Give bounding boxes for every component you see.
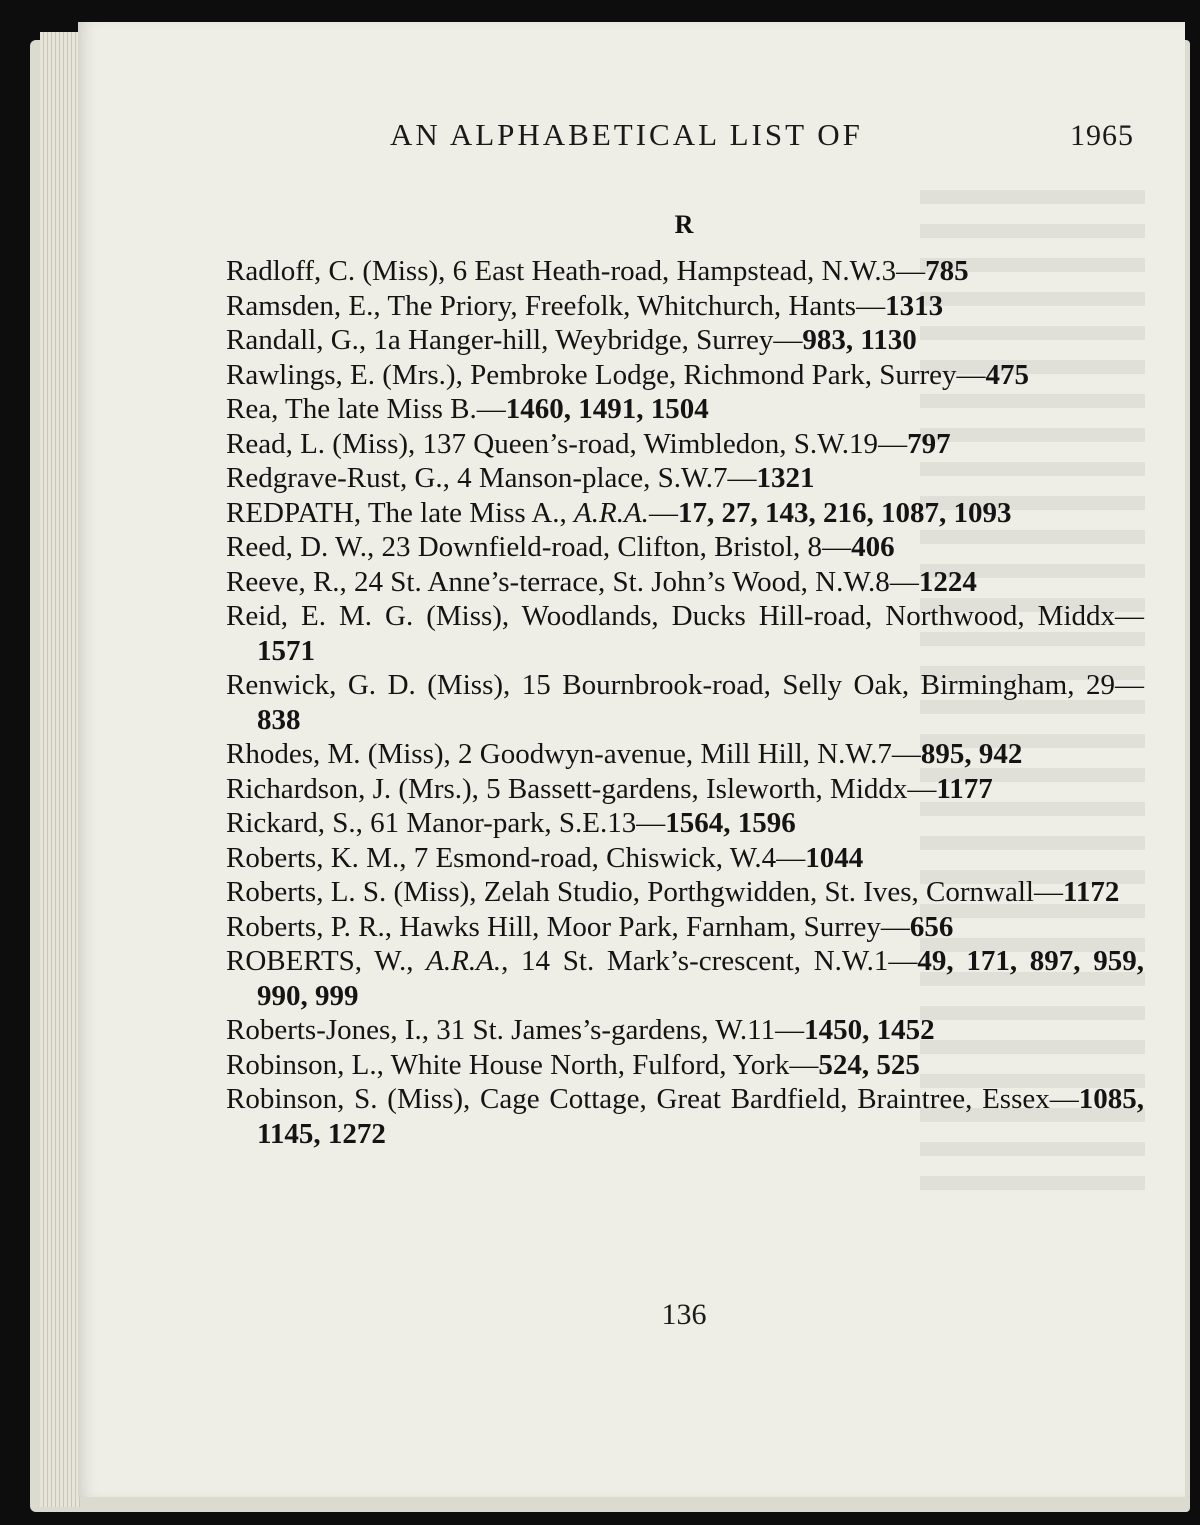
list-item: ROBERTS, W., A.R.A., 14 St. Mark’s-crescent, N.W.1—49, 171, 897, 959, 990, 999 xyxy=(226,945,1144,1012)
list-item: REDPATH, The late Miss A., A.R.A.—17, 27, 143, 216, 1087, 1093 xyxy=(226,496,1012,529)
list-item: Richardson, J. (Mrs.), 5 Bassett-gardens, Isleworth, Middx—1177 xyxy=(226,772,993,805)
entry-catalogue-numbers: 785 xyxy=(925,255,969,287)
entry-name: Rea, The late Miss B. xyxy=(226,393,477,425)
list-item: Roberts, K. M., 7 Esmond-road, Chiswick, W.4—1044 xyxy=(226,841,864,874)
entry-catalogue-numbers: 656 xyxy=(909,910,954,943)
entry-name: REDPATH, The late Miss A., xyxy=(226,496,567,529)
section-letter: R xyxy=(674,210,694,239)
entry-name: Rickard, S., 61 Manor-park, S.E.13 xyxy=(226,807,637,839)
entry-name: Radloff, C. (Miss), 6 East Heath-road, Hampstead, N.W.3 xyxy=(226,255,897,287)
entry-catalogue-numbers: 1177 xyxy=(936,772,993,805)
entry-name: Ramsden, E., The Priory, Freefolk, Whitchurch, Hants xyxy=(226,289,857,322)
list-item: Reeve, R., 24 St. Anne’s-terrace, St. John’s Wood, N.W.8—1224 xyxy=(226,565,977,598)
entry-name: Roberts, P. R., Hawks Hill, Moor Park, Farnham, Surrey xyxy=(226,910,881,943)
entry-name: ROBERTS, W., xyxy=(226,945,414,977)
list-item: Radloff, C. (Miss), 6 East Heath-road, Hampstead, N.W.3—785 xyxy=(226,255,969,287)
entry-catalogue-numbers: 895, 942 xyxy=(920,738,1023,770)
list-item: Rhodes, M. (Miss), 2 Goodwyn-avenue, Mill Hill, N.W.7—895, 942 xyxy=(226,738,1023,770)
entry-catalogue-numbers: 838 xyxy=(257,703,301,736)
entry-name: Reeve, R., 24 St. Anne’s-terrace, St. John’s Wood, N.W.8 xyxy=(226,565,890,598)
entry-name: Roberts, K. M., 7 Esmond-road, Chiswick, W.4 xyxy=(226,841,777,874)
entry-catalogue-numbers: 1564, 1596 xyxy=(665,807,796,839)
entry-name: Reed, D. W., 23 Downfield-road, Clifton, Bristol, 8 xyxy=(226,531,823,563)
entry-name: Rawlings, E. (Mrs.), Pembroke Lodge, Richmond Park, Surrey xyxy=(226,358,957,391)
list-item: Redgrave-Rust, G., 4 Manson-place, S.W.7—1321 xyxy=(226,462,815,494)
entry-catalogue-numbers: 1085, 1145, 1272 xyxy=(257,1083,1144,1150)
list-item: Rea, The late Miss B.—1460, 1491, 1504 xyxy=(226,393,709,425)
entry-name: Robinson, S. (Miss), Cage Cottage, Great Bardfield, Braintree, Essex xyxy=(226,1083,1050,1115)
page-edges xyxy=(40,32,80,1507)
entry-catalogue-numbers: 49, 171, 897, 959, 990, 999 xyxy=(257,945,1144,1012)
list-item: Ramsden, E., The Priory, Freefolk, Whitchurch, Hants—1313 xyxy=(226,289,944,322)
entry-title: A.R.A. xyxy=(574,496,649,529)
list-item: Read, L. (Miss), 137 Queen’s-road, Wimbledon, S.W.19—797 xyxy=(226,427,951,460)
entry-name: Robinson, L., White House North, Fulford, York xyxy=(226,1048,790,1081)
list-item: Roberts, L. S. (Miss), Zelah Studio, Porthgwidden, St. Ives, Cornwall—1172 xyxy=(226,876,1120,908)
list-item: Reid, E. M. G. (Miss), Woodlands, Ducks Hill-road, Northwood, Middx—1571 xyxy=(226,600,1144,667)
list-item: Roberts-Jones, I., 31 St. James’s-gardens, W.11—1450, 1452 xyxy=(226,1014,935,1046)
list-item: Roberts, P. R., Hawks Hill, Moor Park, Farnham, Surrey—656 xyxy=(226,910,954,943)
entry-catalogue-numbers: 524, 525 xyxy=(818,1048,920,1081)
entry-name: Redgrave-Rust, G., 4 Manson-place, S.W.7 xyxy=(226,462,728,494)
entry-name: Richardson, J. (Mrs.), 5 Bassett-gardens, Isleworth, Middx xyxy=(226,772,908,805)
entry-catalogue-numbers: 1450, 1452 xyxy=(804,1014,935,1046)
running-year: 1965 xyxy=(1070,119,1134,152)
entry-list xyxy=(226,254,1144,1151)
entry-name: Renwick, G. D. (Miss), 15 Bournbrook-road, Selly Oak, Birmingham, 29 xyxy=(226,669,1115,701)
entry-name: Reid, E. M. G. (Miss), Woodlands, Ducks Hill-road, Northwood, Middx xyxy=(226,600,1115,632)
entry-catalogue-numbers: 475 xyxy=(985,358,1030,391)
entry-name: Rhodes, M. (Miss), 2 Goodwyn-avenue, Mill Hill, N.W.7 xyxy=(226,738,892,770)
entry-address: , 14 St. Mark’s-crescent, N.W.1 xyxy=(501,945,889,977)
list-item: Robinson, L., White House North, Fulford, York—524, 525 xyxy=(226,1048,920,1081)
entry-catalogue-numbers: 1224 xyxy=(918,565,977,598)
entry-name: Roberts, L. S. (Miss), Zelah Studio, Porthgwidden, St. Ives, Cornwall xyxy=(226,876,1034,908)
entry-catalogue-numbers: 983, 1130 xyxy=(802,324,917,356)
entry-catalogue-numbers: 797 xyxy=(907,427,951,460)
entry-catalogue-numbers: 1313 xyxy=(885,289,944,322)
list-item: Renwick, G. D. (Miss), 15 Bournbrook-road, Selly Oak, Birmingham, 29—838 xyxy=(226,669,1144,736)
entry-name: Read, L. (Miss), 137 Queen’s-road, Wimbledon, S.W.19 xyxy=(226,427,879,460)
entry-catalogue-numbers: 406 xyxy=(851,531,895,563)
list-item: Rawlings, E. (Mrs.), Pembroke Lodge, Richmond Park, Surrey—475 xyxy=(226,358,1030,391)
entry-name: Roberts-Jones, I., 31 St. James’s-gardens, W.11 xyxy=(226,1014,776,1046)
entry-catalogue-numbers: 1460, 1491, 1504 xyxy=(505,393,709,425)
entry-catalogue-numbers: 1172 xyxy=(1062,876,1120,908)
entry-catalogue-numbers: 1321 xyxy=(756,462,815,494)
entry-catalogue-numbers: 1044 xyxy=(805,841,864,874)
entry-catalogue-numbers: 1571 xyxy=(257,634,315,667)
entry-name: Randall, G., 1a Hanger-hill, Weybridge, Surrey xyxy=(226,324,774,356)
entry-title: A.R.A. xyxy=(426,945,502,977)
list-item: Robinson, S. (Miss), Cage Cottage, Great Bardfield, Braintree, Essex—1085, 1145, 1272 xyxy=(226,1083,1144,1150)
running-title: AN ALPHABETICAL LIST OF xyxy=(390,117,863,152)
page-number: 136 xyxy=(661,1298,707,1331)
list-item: Reed, D. W., 23 Downfield-road, Clifton, Bristol, 8—406 xyxy=(226,531,895,563)
list-item: Rickard, S., 61 Manor-park, S.E.13—1564, 1596 xyxy=(226,807,796,839)
entry-catalogue-numbers: 17, 27, 143, 216, 1087, 1093 xyxy=(677,496,1012,529)
running-head xyxy=(0,117,1200,157)
list-item: Randall, G., 1a Hanger-hill, Weybridge, Surrey—983, 1130 xyxy=(226,324,917,356)
